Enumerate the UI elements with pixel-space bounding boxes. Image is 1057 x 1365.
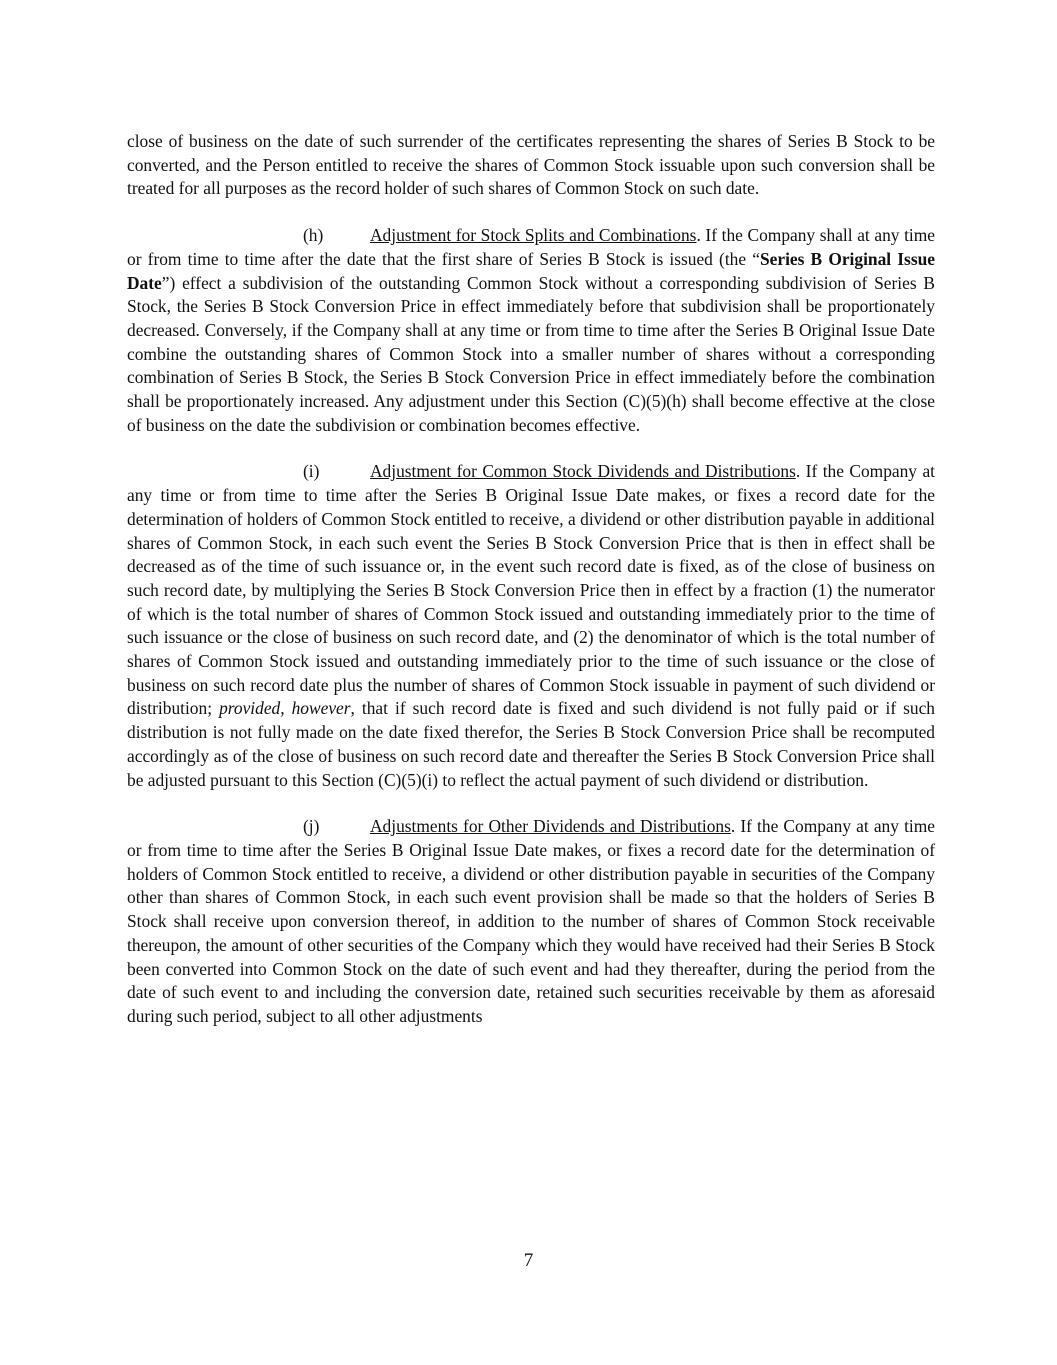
paragraph-text: close of business on the date of such surrender of the certificates representing the shares of Series B Stock to be converted, and the Person entitled to receive the shares of Common Stock issuable upon such conversion shall be treated for all purposes as the record holder of such shares of Common Stock on such date. bbox=[127, 131, 935, 199]
section-i-marker: (i) bbox=[303, 461, 320, 482]
section-i-text-2: , that if such record date is fixed and such dividend is not fully paid or if such distribution is not fully made on the date fixed therefor, the Series B Stock Conversion Price shall be recomputed accordingly as of the close of business on such record date and thereafter the Series B Stock Conversion Price shall be adjusted pursuant to this Section (C)(5)(i) to reflect the actual payment of such dividend or distribution. bbox=[127, 698, 936, 790]
section-j-marker: (j) bbox=[303, 816, 320, 837]
section-h-text-2: ”) effect a subdivision of the outstanding Common Stock without a corresponding subdivision of Series B Stock, the Series B Stock Conversion Price in effect immediately before that subdivision shall be proportionately decreased. Conversely, if the Company shall at any time or from time to time after the Series B Original Issue Date combine the outstanding shares of Common Stock into a smaller number of shares without a corresponding combination of Series B Stock, the Series B Stock Conversion Price in effect immediately before the combination shall be proportionately increased. Any adjustment under this Section (C)(5)(h) shall become effective at the close of business on the date the subdivision or combination becomes effective. bbox=[127, 272, 935, 435]
section-h-defined-term: Series B Original Issue Date bbox=[127, 248, 935, 293]
page-number: 7 bbox=[523, 1250, 534, 1271]
section-h-marker: (h) bbox=[303, 225, 324, 246]
section-i-paragraph bbox=[127, 460, 935, 792]
section-h-text-1: . If the Company shall at any time or from time to time after the date that the first share of Series B Stock is issued (the “ bbox=[127, 225, 936, 269]
section-j-heading: Adjustments for Other Dividends and Distributions bbox=[370, 816, 731, 837]
section-i-proviso: provided, however bbox=[219, 698, 351, 719]
section-h-paragraph bbox=[127, 224, 935, 437]
section-h-heading: Adjustment for Stock Splits and Combinations bbox=[370, 225, 697, 246]
section-j-text-1: . If the Company at any time or from time to time after the Series B Original Issue Date makes, or fixes a record date for the determination of holders of Common Stock entitled to receive, a dividend or other distribution payable in securities of the Company other than shares of Common Stock, in each such event provision shall be made so that the holders of Series B Stock shall receive upon conversion thereof, in addition to the number of shares of Common Stock receivable thereupon, the amount of other securities of the Company which they would have received had their Series B Stock been converted into Common Stock on the date of such event and had they thereafter, during the period from the date of such event to and including the conversion date, retained such securities receivable by them as aforesaid during such period, subject to all other adjustments bbox=[127, 816, 935, 1026]
paragraph-continuation bbox=[127, 130, 935, 201]
section-i-text-1: . If the Company at any time or from time to time after the Series B Original Issue Date makes, or fixes a record date for the determination of holders of Common Stock entitled to receive, a dividend or other distribution payable in additional shares of Common Stock, in each such event the Series B Stock Conversion Price that is then in effect shall be decreased as of the time of such issuance or, in the event such record date is fixed, as of the close of business on such record date, by multiplying the Series B Stock Conversion Price then in effect by a fraction (1) the numerator of which is the total number of shares of Common Stock issued and outstanding immediately prior to the time of such issuance or the close of business on such record date, and (2) the denominator of which is the total number of shares of Common Stock issued and outstanding immediately prior to the time of such issuance or the close of business on such record date plus the number of shares of Common Stock issuable in payment of such dividend or distribution; bbox=[127, 461, 935, 719]
section-i-heading: Adjustment for Common Stock Dividends and Distributions bbox=[370, 461, 796, 482]
section-j-paragraph bbox=[127, 815, 935, 1028]
document-body bbox=[127, 130, 935, 1052]
